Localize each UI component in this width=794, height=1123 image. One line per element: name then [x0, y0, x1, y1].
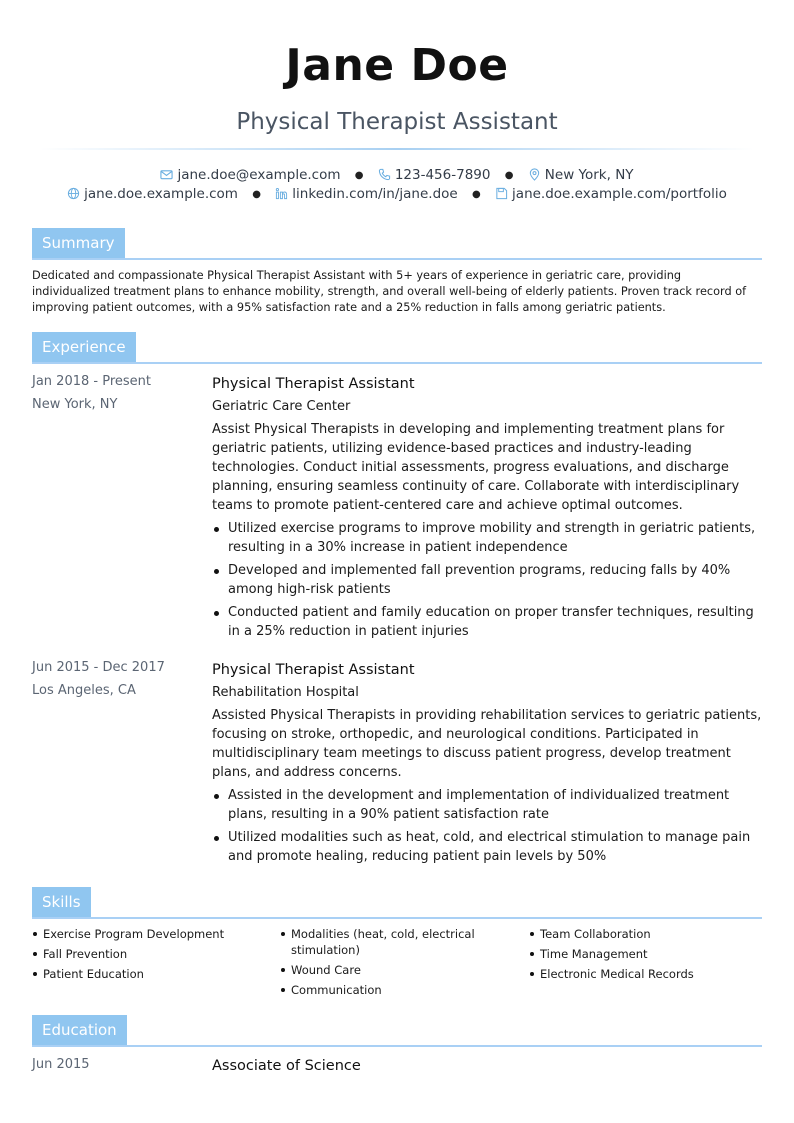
- separator-dot: ●: [354, 170, 364, 181]
- achievement-item: Conducted patient and family education on proper transfer techniques, resulting in a 25% reduction in patient injuries: [212, 603, 762, 641]
- portfolio-link[interactable]: [495, 185, 727, 203]
- phone-contact[interactable]: [378, 166, 491, 184]
- website-link[interactable]: [67, 185, 238, 203]
- education-date: Jun 2015: [32, 1057, 90, 1072]
- separator-dot: ●: [252, 189, 261, 200]
- skills-column: [529, 926, 769, 986]
- linkedin-link[interactable]: [275, 185, 457, 203]
- job-achievements: [212, 786, 762, 866]
- location-contact: [528, 166, 634, 184]
- location-text: New York, NY: [544, 167, 634, 183]
- job-title: Physical Therapist Assistant: [212, 662, 415, 678]
- job-title: Physical Therapist Assistant: [212, 376, 415, 392]
- job-description: Assist Physical Therapists in developing and implementing treatment plans for geriatric patients, utilizing evidence-based practices and industry-leading technologies. Conduct initial assessments, progress evaluations, and discharge planning, ensuring seamless continuity of care. Collaborate with interdisciplinary teams to promote patient-centered care and achieve optimal outcomes.: [212, 422, 740, 513]
- job-location: New York, NY: [32, 397, 118, 412]
- linkedin-icon: [275, 187, 288, 200]
- contact-row-secondary: [0, 185, 794, 204]
- skill-item: Modalities (heat, cold, electrical stimulation): [280, 926, 480, 958]
- job-title-heading: Physical Therapist Assistant: [236, 109, 558, 135]
- job-date: Jun 2015 - Dec 2017: [32, 660, 165, 675]
- skill-item: Patient Education: [32, 966, 272, 982]
- portfolio-icon: [495, 187, 508, 200]
- skill-item: Time Management: [529, 946, 769, 962]
- website-text: jane.doe.example.com: [84, 186, 238, 202]
- achievement-item: Utilized modalities such as heat, cold, and electrical stimulation to manage pain and promote healing, reducing patient pain levels by 50%: [212, 828, 762, 866]
- map-pin-icon: [528, 168, 541, 181]
- summary-heading: Summary: [32, 228, 125, 258]
- job-company: Rehabilitation Hospital: [212, 685, 359, 700]
- envelope-icon: [160, 168, 173, 181]
- summary-paragraph: Dedicated and compassionate Physical Therapist Assistant with 5+ years of experience in geriatric care, providing individualized treatment plans to enhance mobility, strength, and overall well-being of elderly patients. Proven track record of improving patient outcomes, with a 95% satisfaction rate and a 25% reduction in falls among geriatric patients.: [32, 269, 747, 314]
- experience-section-header: [32, 332, 762, 364]
- separator-dot: ●: [504, 170, 514, 181]
- skills-heading: Skills: [32, 887, 91, 917]
- contact-row-primary: [0, 166, 794, 185]
- portfolio-text: jane.doe.example.com/portfolio: [512, 186, 727, 202]
- job-details: [212, 373, 762, 645]
- education-section-header: [32, 1015, 762, 1047]
- job-company: Geriatric Care Center: [212, 399, 351, 414]
- skill-item: Communication: [280, 982, 480, 998]
- achievement-item: Developed and implemented fall prevention programs, reducing falls by 40% among high-risk patients: [212, 561, 762, 599]
- skills-section-header: [32, 887, 762, 919]
- skills-column: [280, 926, 480, 1002]
- summary-section-header: [32, 228, 762, 260]
- linkedin-text: linkedin.com/in/jane.doe: [292, 186, 458, 202]
- job-description: Assisted Physical Therapists in providing rehabilitation services to geriatric patients, focusing on stroke, orthopedic, and neurological conditions. Participated in multidisciplinary team meetings to discuss patient progress, develop treatment plans, and address concerns.: [212, 708, 762, 780]
- email-text: jane.doe@example.com: [177, 167, 341, 183]
- phone-text: 123-456-7890: [394, 167, 491, 183]
- achievement-item: Utilized exercise programs to improve mobility and strength in geriatric patients, resulting in a 30% increase in patient independence: [212, 519, 762, 557]
- skill-item: Electronic Medical Records: [529, 966, 769, 982]
- education-degree: Associate of Science: [212, 1058, 361, 1074]
- skill-item: Wound Care: [280, 962, 480, 978]
- job-details: [212, 659, 762, 870]
- achievement-item: Assisted in the development and implementation of individualized treatment plans, resulting in a 90% patient satisfaction rate: [212, 786, 762, 824]
- experience-heading: Experience: [32, 332, 136, 362]
- phone-icon: [378, 168, 391, 181]
- separator-dot: ●: [472, 189, 481, 200]
- job-achievements: [212, 519, 762, 641]
- skills-column: [32, 926, 272, 986]
- skill-item: Team Collaboration: [529, 926, 769, 942]
- header-divider: [40, 148, 754, 150]
- globe-icon: [67, 187, 80, 200]
- skill-item: Exercise Program Development: [32, 926, 272, 942]
- job-location: Los Angeles, CA: [32, 683, 136, 698]
- job-date: Jan 2018 - Present: [32, 374, 151, 389]
- skill-item: Fall Prevention: [32, 946, 272, 962]
- candidate-name: Jane Doe: [285, 40, 509, 91]
- education-heading: Education: [32, 1015, 127, 1045]
- email-contact[interactable]: [160, 166, 340, 184]
